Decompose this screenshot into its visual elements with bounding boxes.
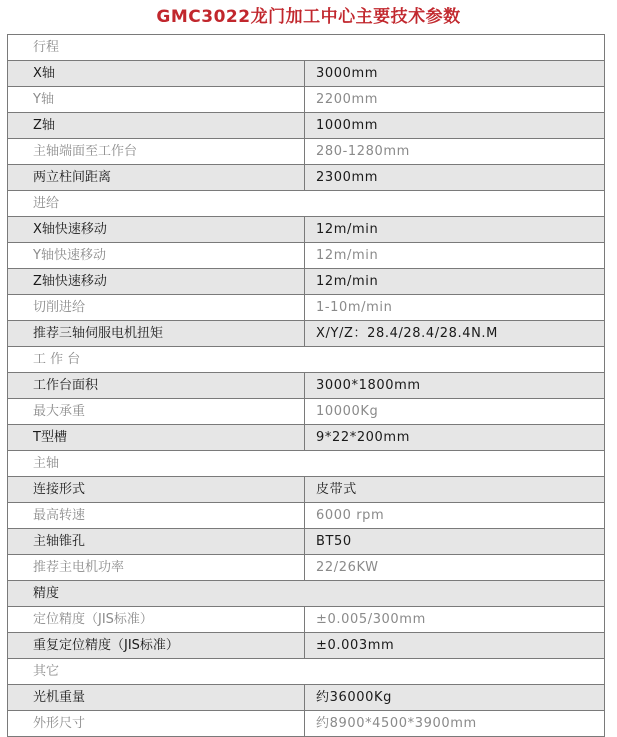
spec-label: 两立柱间距离	[8, 165, 305, 190]
spec-value: 2300mm	[316, 170, 379, 185]
spec-row	[7, 295, 605, 321]
section-header-label: 工 作 台	[33, 352, 81, 367]
spec-label: X轴快速移动	[8, 217, 305, 242]
spec-row	[7, 555, 605, 581]
spec-row	[7, 685, 605, 711]
spec-label: 重复定位精度（JIS标准）	[8, 633, 305, 658]
spec-label: T型槽	[8, 425, 305, 450]
spec-row	[7, 165, 605, 191]
spec-value: 1000mm	[316, 118, 379, 133]
spec-row	[7, 503, 605, 529]
section-header-label: 主轴	[33, 456, 60, 471]
spec-label: 光机重量	[8, 685, 305, 710]
spec-label: 切削进给	[8, 295, 305, 320]
section-header-label: 进给	[33, 196, 60, 211]
spec-value: 22/26KW	[316, 560, 379, 575]
spec-label: 主轴锥孔	[8, 529, 305, 554]
spec-label: 连接形式	[8, 477, 305, 502]
spec-row	[7, 711, 605, 737]
spec-value: 1-10m/min	[316, 300, 393, 315]
spec-table	[7, 34, 605, 737]
spec-row	[7, 113, 605, 139]
spec-value: 12m/min	[316, 222, 379, 237]
spec-row	[7, 607, 605, 633]
spec-value: 12m/min	[316, 274, 379, 289]
spec-label: 工作台面积	[8, 373, 305, 398]
spec-value: 12m/min	[316, 248, 379, 263]
spec-label: Z轴	[8, 113, 305, 138]
spec-value: 6000 rpm	[316, 508, 385, 523]
spec-label: 最大承重	[8, 399, 305, 424]
spec-row	[7, 139, 605, 165]
spec-label: Z轴快速移动	[8, 269, 305, 294]
spec-label: Y轴	[8, 87, 305, 112]
spec-value: ±0.003mm	[316, 638, 395, 653]
spec-row	[7, 477, 605, 503]
section-header-row	[7, 581, 605, 607]
spec-label: 推荐三轴伺服电机扭矩	[8, 321, 305, 346]
spec-value: ±0.005/300mm	[316, 612, 426, 627]
section-header-label: 其它	[33, 664, 60, 679]
spec-label: 外形尺寸	[8, 711, 305, 736]
spec-label: 主轴端面至工作台	[8, 139, 305, 164]
section-header-row	[7, 191, 605, 217]
spec-row	[7, 373, 605, 399]
spec-label: 推荐主电机功率	[8, 555, 305, 580]
spec-row	[7, 425, 605, 451]
spec-row	[7, 529, 605, 555]
page-title: GMC3022龙门加工中心主要技术参数	[156, 7, 461, 27]
spec-value: 9*22*200mm	[316, 430, 410, 445]
spec-value: 2200mm	[316, 92, 379, 107]
spec-row	[7, 269, 605, 295]
spec-value: 10000Kg	[316, 404, 379, 419]
spec-row	[7, 633, 605, 659]
spec-row	[7, 399, 605, 425]
spec-row	[7, 243, 605, 269]
spec-value: 3000*1800mm	[316, 378, 421, 393]
section-header-label: 行程	[33, 40, 60, 55]
section-header-row	[7, 347, 605, 373]
spec-row	[7, 321, 605, 347]
spec-row	[7, 61, 605, 87]
spec-value: 约8900*4500*3900mm	[316, 716, 477, 731]
spec-value: X/Y/Z：28.4/28.4/28.4N.M	[316, 326, 498, 341]
spec-value: BT50	[316, 534, 352, 549]
spec-value: 皮带式	[316, 482, 357, 497]
section-header-row	[7, 451, 605, 477]
spec-value: 约36000Kg	[316, 690, 392, 705]
spec-row	[7, 87, 605, 113]
spec-value: 280-1280mm	[316, 144, 410, 159]
spec-value: 3000mm	[316, 66, 379, 81]
spec-row	[7, 217, 605, 243]
spec-label: X轴	[8, 61, 305, 86]
spec-label: 定位精度（JIS标准）	[8, 607, 305, 632]
spec-label: Y轴快速移动	[8, 243, 305, 268]
spec-label: 最高转速	[8, 503, 305, 528]
section-header-label: 精度	[33, 586, 60, 601]
section-header-row	[7, 35, 605, 61]
section-header-row	[7, 659, 605, 685]
